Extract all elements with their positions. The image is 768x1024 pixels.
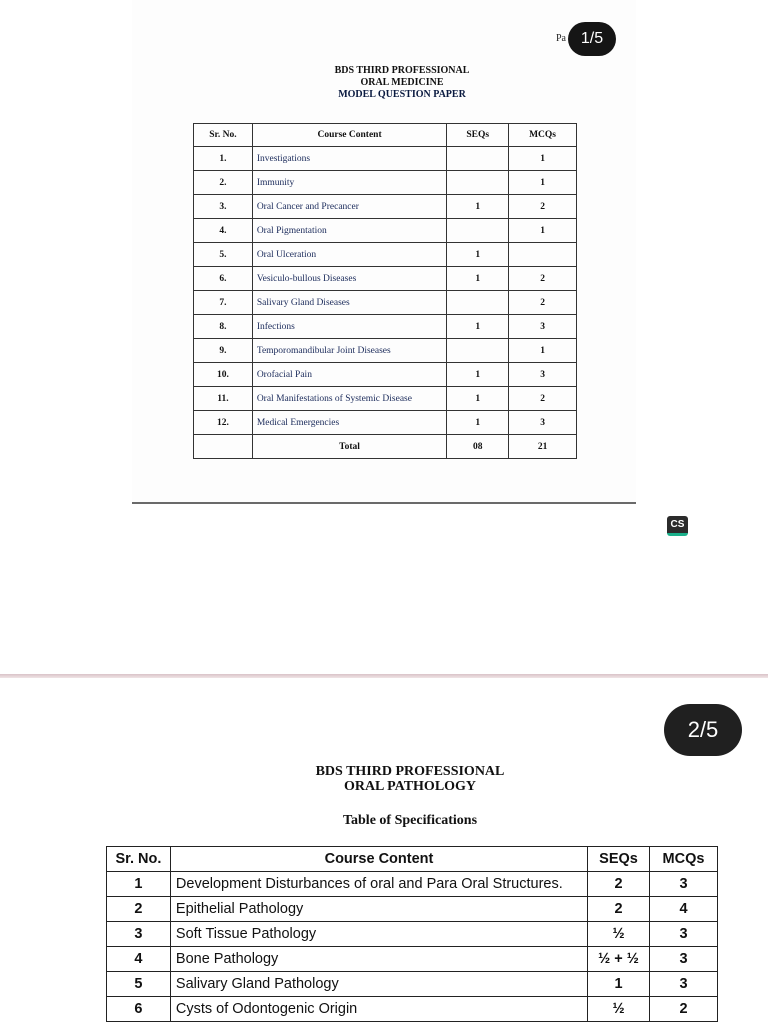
sr-cell: 11. [194, 387, 253, 411]
mcqs-cell: 3 [650, 872, 718, 897]
col-seqs: SEQs [447, 124, 509, 147]
mcqs-cell: 3 [509, 363, 577, 387]
col-mcqs: MCQs [509, 124, 577, 147]
content-cell: Immunity [252, 171, 446, 195]
col-mcqs: MCQs [650, 847, 718, 872]
content-cell: Orofacial Pain [252, 363, 446, 387]
mcqs-cell [509, 243, 577, 267]
mcqs-cell: 1 [509, 339, 577, 363]
sr-cell: 6. [194, 267, 253, 291]
content-cell: Salivary Gland Diseases [252, 291, 446, 315]
table-row [194, 339, 577, 363]
content-cell: Medical Emergencies [252, 411, 446, 435]
mcqs-cell: 2 [509, 291, 577, 315]
camscanner-icon[interactable]: CS [667, 516, 688, 536]
seqs-cell [447, 339, 509, 363]
sr-cell: 8. [194, 315, 253, 339]
sr-cell: 4 [107, 947, 171, 972]
seqs-cell: 1 [447, 315, 509, 339]
heading-line-2: ORAL MEDICINE [360, 77, 444, 88]
seqs-cell: 1 [447, 363, 509, 387]
content-cell: Temporomandibular Joint Diseases [252, 339, 446, 363]
content-cell: Oral Cancer and Precancer [252, 195, 446, 219]
page-2-badge: 2/5 [664, 704, 742, 756]
sr-cell: 1. [194, 147, 253, 171]
content-cell: Oral Pigmentation [252, 219, 446, 243]
content-cell: Epithelial Pathology [170, 897, 587, 922]
sr-cell: 3 [107, 922, 171, 947]
content-cell: Cysts of Odontogenic Origin [170, 997, 587, 1022]
seqs-cell: ½ + ½ [588, 947, 650, 972]
table-row [107, 872, 718, 897]
page-1-badge: 1/5 [568, 22, 616, 56]
sr-cell: 2. [194, 171, 253, 195]
table-row [194, 219, 577, 243]
seqs-cell: 1 [447, 387, 509, 411]
table-header-row [107, 847, 718, 872]
mcqs-cell: 1 [509, 147, 577, 171]
seqs-cell: ½ [588, 997, 650, 1022]
table-row [194, 411, 577, 435]
mcqs-cell: 4 [650, 897, 718, 922]
content-cell: Oral Ulceration [252, 243, 446, 267]
table-row [107, 947, 718, 972]
sr-cell: 9. [194, 339, 253, 363]
page-label-stub: Pa [556, 33, 566, 44]
content-cell: Vesiculo-bullous Diseases [252, 267, 446, 291]
total-label: Total [252, 435, 446, 459]
mcqs-cell: 1 [509, 171, 577, 195]
heading-line-3: MODEL QUESTION PAPER [338, 89, 466, 100]
page-1-heading [192, 65, 612, 101]
sr-cell: 12. [194, 411, 253, 435]
col-sr-no: Sr. No. [107, 847, 171, 872]
table-row [107, 922, 718, 947]
sr-cell: 5 [107, 972, 171, 997]
mcqs-cell: 3 [650, 922, 718, 947]
mcqs-cell: 1 [509, 219, 577, 243]
table-row [194, 387, 577, 411]
table-header-row [194, 124, 577, 147]
table-row [107, 972, 718, 997]
heading-line-1: BDS THIRD PROFESSIONAL [334, 65, 470, 76]
sr-cell: 3. [194, 195, 253, 219]
mcqs-cell: 3 [509, 315, 577, 339]
table-row [194, 195, 577, 219]
seqs-cell [447, 171, 509, 195]
seqs-cell: 1 [447, 243, 509, 267]
heading2-line-1: BDS THIRD PROFESSIONAL [315, 764, 505, 779]
mcqs-cell: 2 [650, 997, 718, 1022]
seqs-cell [447, 291, 509, 315]
table-row [107, 997, 718, 1022]
seqs-cell: 2 [588, 872, 650, 897]
content-cell: Bone Pathology [170, 947, 587, 972]
mcqs-cell: 3 [650, 947, 718, 972]
content-cell: Soft Tissue Pathology [170, 922, 587, 947]
content-cell: Salivary Gland Pathology [170, 972, 587, 997]
total-row [194, 435, 577, 459]
sr-cell: 4. [194, 219, 253, 243]
col-sr-no: Sr. No. [194, 124, 253, 147]
table-row [194, 291, 577, 315]
table-row [194, 267, 577, 291]
table-row [194, 315, 577, 339]
mcqs-cell: 3 [650, 972, 718, 997]
sr-cell: 6 [107, 997, 171, 1022]
mcqs-cell: 2 [509, 267, 577, 291]
sr-cell: 5. [194, 243, 253, 267]
total-seqs: 08 [447, 435, 509, 459]
seqs-cell: 2 [588, 897, 650, 922]
seqs-cell: 1 [447, 411, 509, 435]
oral-medicine-table [193, 123, 577, 459]
heading2-line-2: ORAL PATHOLOGY [343, 779, 477, 794]
table-row [194, 243, 577, 267]
seqs-cell: 1 [447, 267, 509, 291]
table-row [107, 897, 718, 922]
seqs-cell [447, 219, 509, 243]
total-blank-cell [194, 435, 253, 459]
page-2-subtitle: Table of Specifications [342, 813, 478, 828]
mcqs-cell: 2 [509, 387, 577, 411]
table-row [194, 171, 577, 195]
mcqs-cell: 3 [509, 411, 577, 435]
seqs-cell: 1 [588, 972, 650, 997]
col-course-content: Course Content [252, 124, 446, 147]
sr-cell: 7. [194, 291, 253, 315]
table-row [194, 147, 577, 171]
content-cell: Development Disturbances of oral and Para Oral Structures. [170, 872, 587, 897]
seqs-cell: 1 [447, 195, 509, 219]
seqs-cell [447, 147, 509, 171]
col-seqs: SEQs [588, 847, 650, 872]
table-row [194, 363, 577, 387]
sr-cell: 2 [107, 897, 171, 922]
mcqs-cell: 2 [509, 195, 577, 219]
seqs-cell: ½ [588, 922, 650, 947]
oral-pathology-table [106, 846, 718, 1022]
content-cell: Infections [252, 315, 446, 339]
sr-cell: 1 [107, 872, 171, 897]
content-cell: Oral Manifestations of Systemic Disease [252, 387, 446, 411]
sr-cell: 10. [194, 363, 253, 387]
content-cell: Investigations [252, 147, 446, 171]
col-course-content: Course Content [170, 847, 587, 872]
total-mcqs: 21 [509, 435, 577, 459]
page-2-heading [250, 764, 570, 794]
